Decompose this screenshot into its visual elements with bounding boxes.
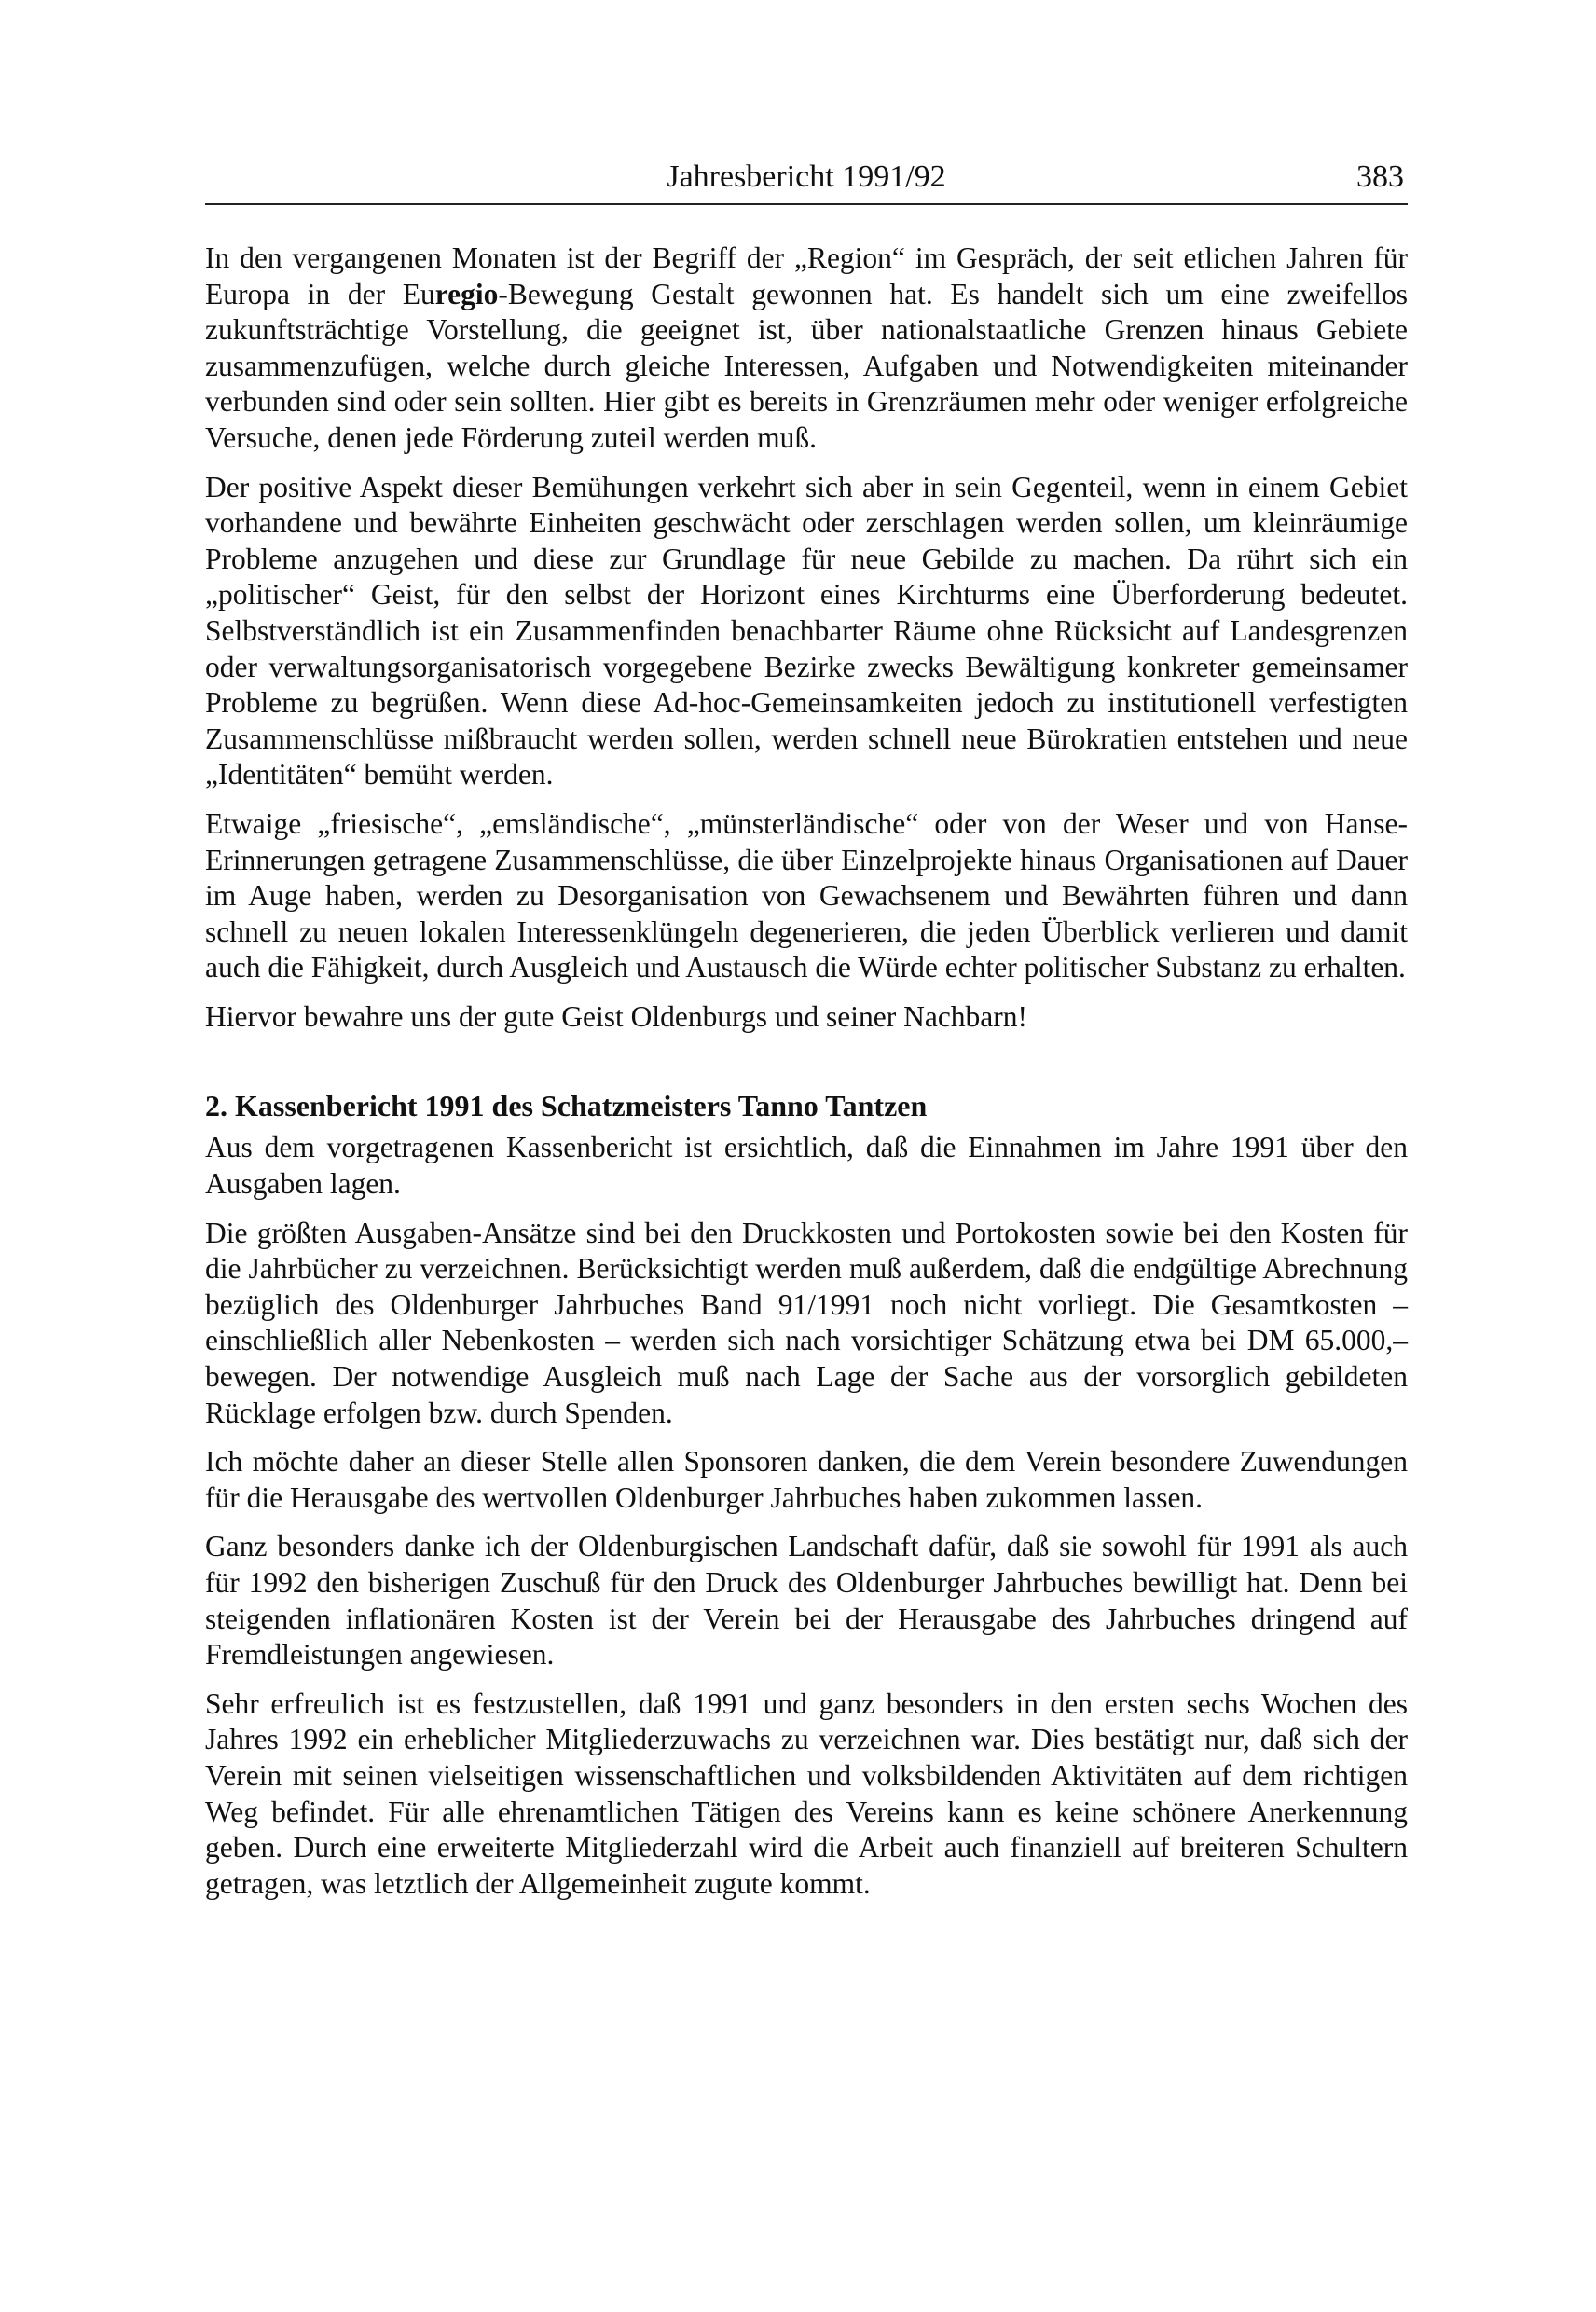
paragraph-region-bold: regio xyxy=(434,277,499,310)
running-title: Jahresbericht 1991/92 xyxy=(667,159,946,194)
paragraph-closing-wish: Hiervor bewahre uns der gute Geist Oldenburgs und seiner Nachbarn! xyxy=(205,999,1028,1033)
paragraph-positive-aspect: Der positive Aspekt dieser Bemühungen verkehrt sich aber in sein Gegenteil, wenn in einem Gebiet vorhandene und bewährte Einheiten geschwächt oder zerschlagen werden sollen, um kleinräumige Probleme anzugehen und diese zur Grundlage für neue Gebilde zu machen. Da rührt sich ein „politischer“ Geist, für den selbst der Horizont eines Kirchturms eine Überforderung bedeutet. Selbstverständlich ist ein Zusammenfinden benachbarter Räume ohne Rücksicht auf Landesgrenzen oder verwaltungsorganisatorisch vorgegebene Bezirke zwecks Bewältigung konkreter gemeinsamer Probleme zu begrüßen. Wenn diese Ad-hoc-Gemeinsamkeiten jedoch zu institutionell verfestigten Zusammenschlüsse mißbraucht werden sollen, werden schnell neue Bürokratien entstehen und neue „Identitäten“ bemüht werden. xyxy=(205,470,1408,791)
page-number: 383 xyxy=(1356,159,1404,194)
paragraph-landschaft: Ganz besonders danke ich der Oldenburgischen Landschaft dafür, daß sie sowohl für 1991 als auch für 1992 den bisherigen Zuschuß für den Druck des Oldenburger Jahrbuches bewilligt hat. Denn bei steigenden inflationären Kosten ist der Verein bei der Herausgabe des Jahrbuches dringend auf Fremdleistungen angewiesen. xyxy=(205,1530,1408,1672)
paragraph-kassenbericht-intro: Aus dem vorgetragenen Kassenbericht ist ersichtlich, daß die Einnahmen im Jahre 1991 über den Ausgaben lagen. xyxy=(205,1131,1408,1201)
paragraph-zusammenschluesse: Etwaige „friesische“, „emsländische“, „münsterländische“ oder von der Weser und von Hanse-Erinnerungen getragene Zusammenschlüsse, die über Einzelprojekte hinaus Organisationen auf Dauer im Auge haben, werden zu Desorganisation von Gewachsenem und Bewährten führen und dann schnell zu neuen lokalen Interessenklüngeln degenerieren, die jeden Überblick verlieren und damit auch die Fähigkeit, durch Ausgleich und Austausch die Würde echter politischer Substanz zu erhalten. xyxy=(205,806,1408,984)
paragraph-ausgaben: Die größten Ausgaben-Ansätze sind bei den Druckkosten und Portokosten sowie bei den Kosten für die Jahrbücher zu verzeichnen. Berücksichtigt werden muß außerdem, daß die endgültige Abrechnung bezüglich des Oldenburger Jahrbuches Band 91/1991 noch nicht vorliegt. Die Gesamtkosten – einschließlich aller Nebenkosten – werden sich nach vorsichtiger Schätzung etwa bei DM 65.000,– bewegen. Der notwendige Ausgleich muß nach Lage der Sache aus der vorsorglich gebildeten Rücklage erfolgen bzw. durch Spenden. xyxy=(205,1216,1408,1429)
paragraph-region xyxy=(205,241,1408,457)
section-heading-kassenbericht: 2. Kassenbericht 1991 des Schatzmeisters Tanno Tantzen xyxy=(205,1089,928,1123)
paragraph-region-text-b: -Bewegung Gestalt gewonnen hat. Es handelt sich um eine zweifellos zukunftsträchtige Vorstellung, die geeignet ist, über nationalstaatliche Grenzen hinaus Gebiete zusammenzufügen, welche durch gleiche Interessen, Aufgaben und Notwendigkeiten miteinander verbunden sind oder sein sollten. Hier gibt es bereits in Grenzräumen mehr oder weniger erfolgreiche Versuche, denen jede Förderung zuteil werden muß. xyxy=(205,277,1408,454)
paragraph-sponsoren: Ich möchte daher an dieser Stelle allen Sponsoren danken, die dem Verein besondere Zuwendungen für die Herausgabe des wertvollen Oldenburger Jahrbuches haben zukommen lassen. xyxy=(205,1445,1408,1514)
paragraph-mitgliederzuwachs: Sehr erfreulich ist es festzustellen, daß 1991 und ganz besonders in den ersten sechs Wochen des Jahres 1992 ein erheblicher Mitgliederzuwachs zu verzeichnen war. Dies bestätigt nur, daß sich der Verein mit seinen vielseitigen wissenschaftlichen und volksbildenden Aktivitäten auf dem richtigen Weg befindet. Für alle ehrenamtlichen Tätigen des Vereins kann es keine schönere Anerkennung geben. Durch eine erweiterte Mitgliederzahl wird die Arbeit auch finanziell auf breiteren Schultern getragen, was letztlich der Allgemeinheit zugute kommt. xyxy=(205,1686,1408,1900)
paragraph-region-text-a: In den vergangenen Monaten ist der Begriff der „Region“ im Gespräch, der seit etlichen Jahren für Europa in der Eu xyxy=(205,241,1408,310)
running-header xyxy=(205,157,1408,205)
body-text xyxy=(205,241,1408,1902)
